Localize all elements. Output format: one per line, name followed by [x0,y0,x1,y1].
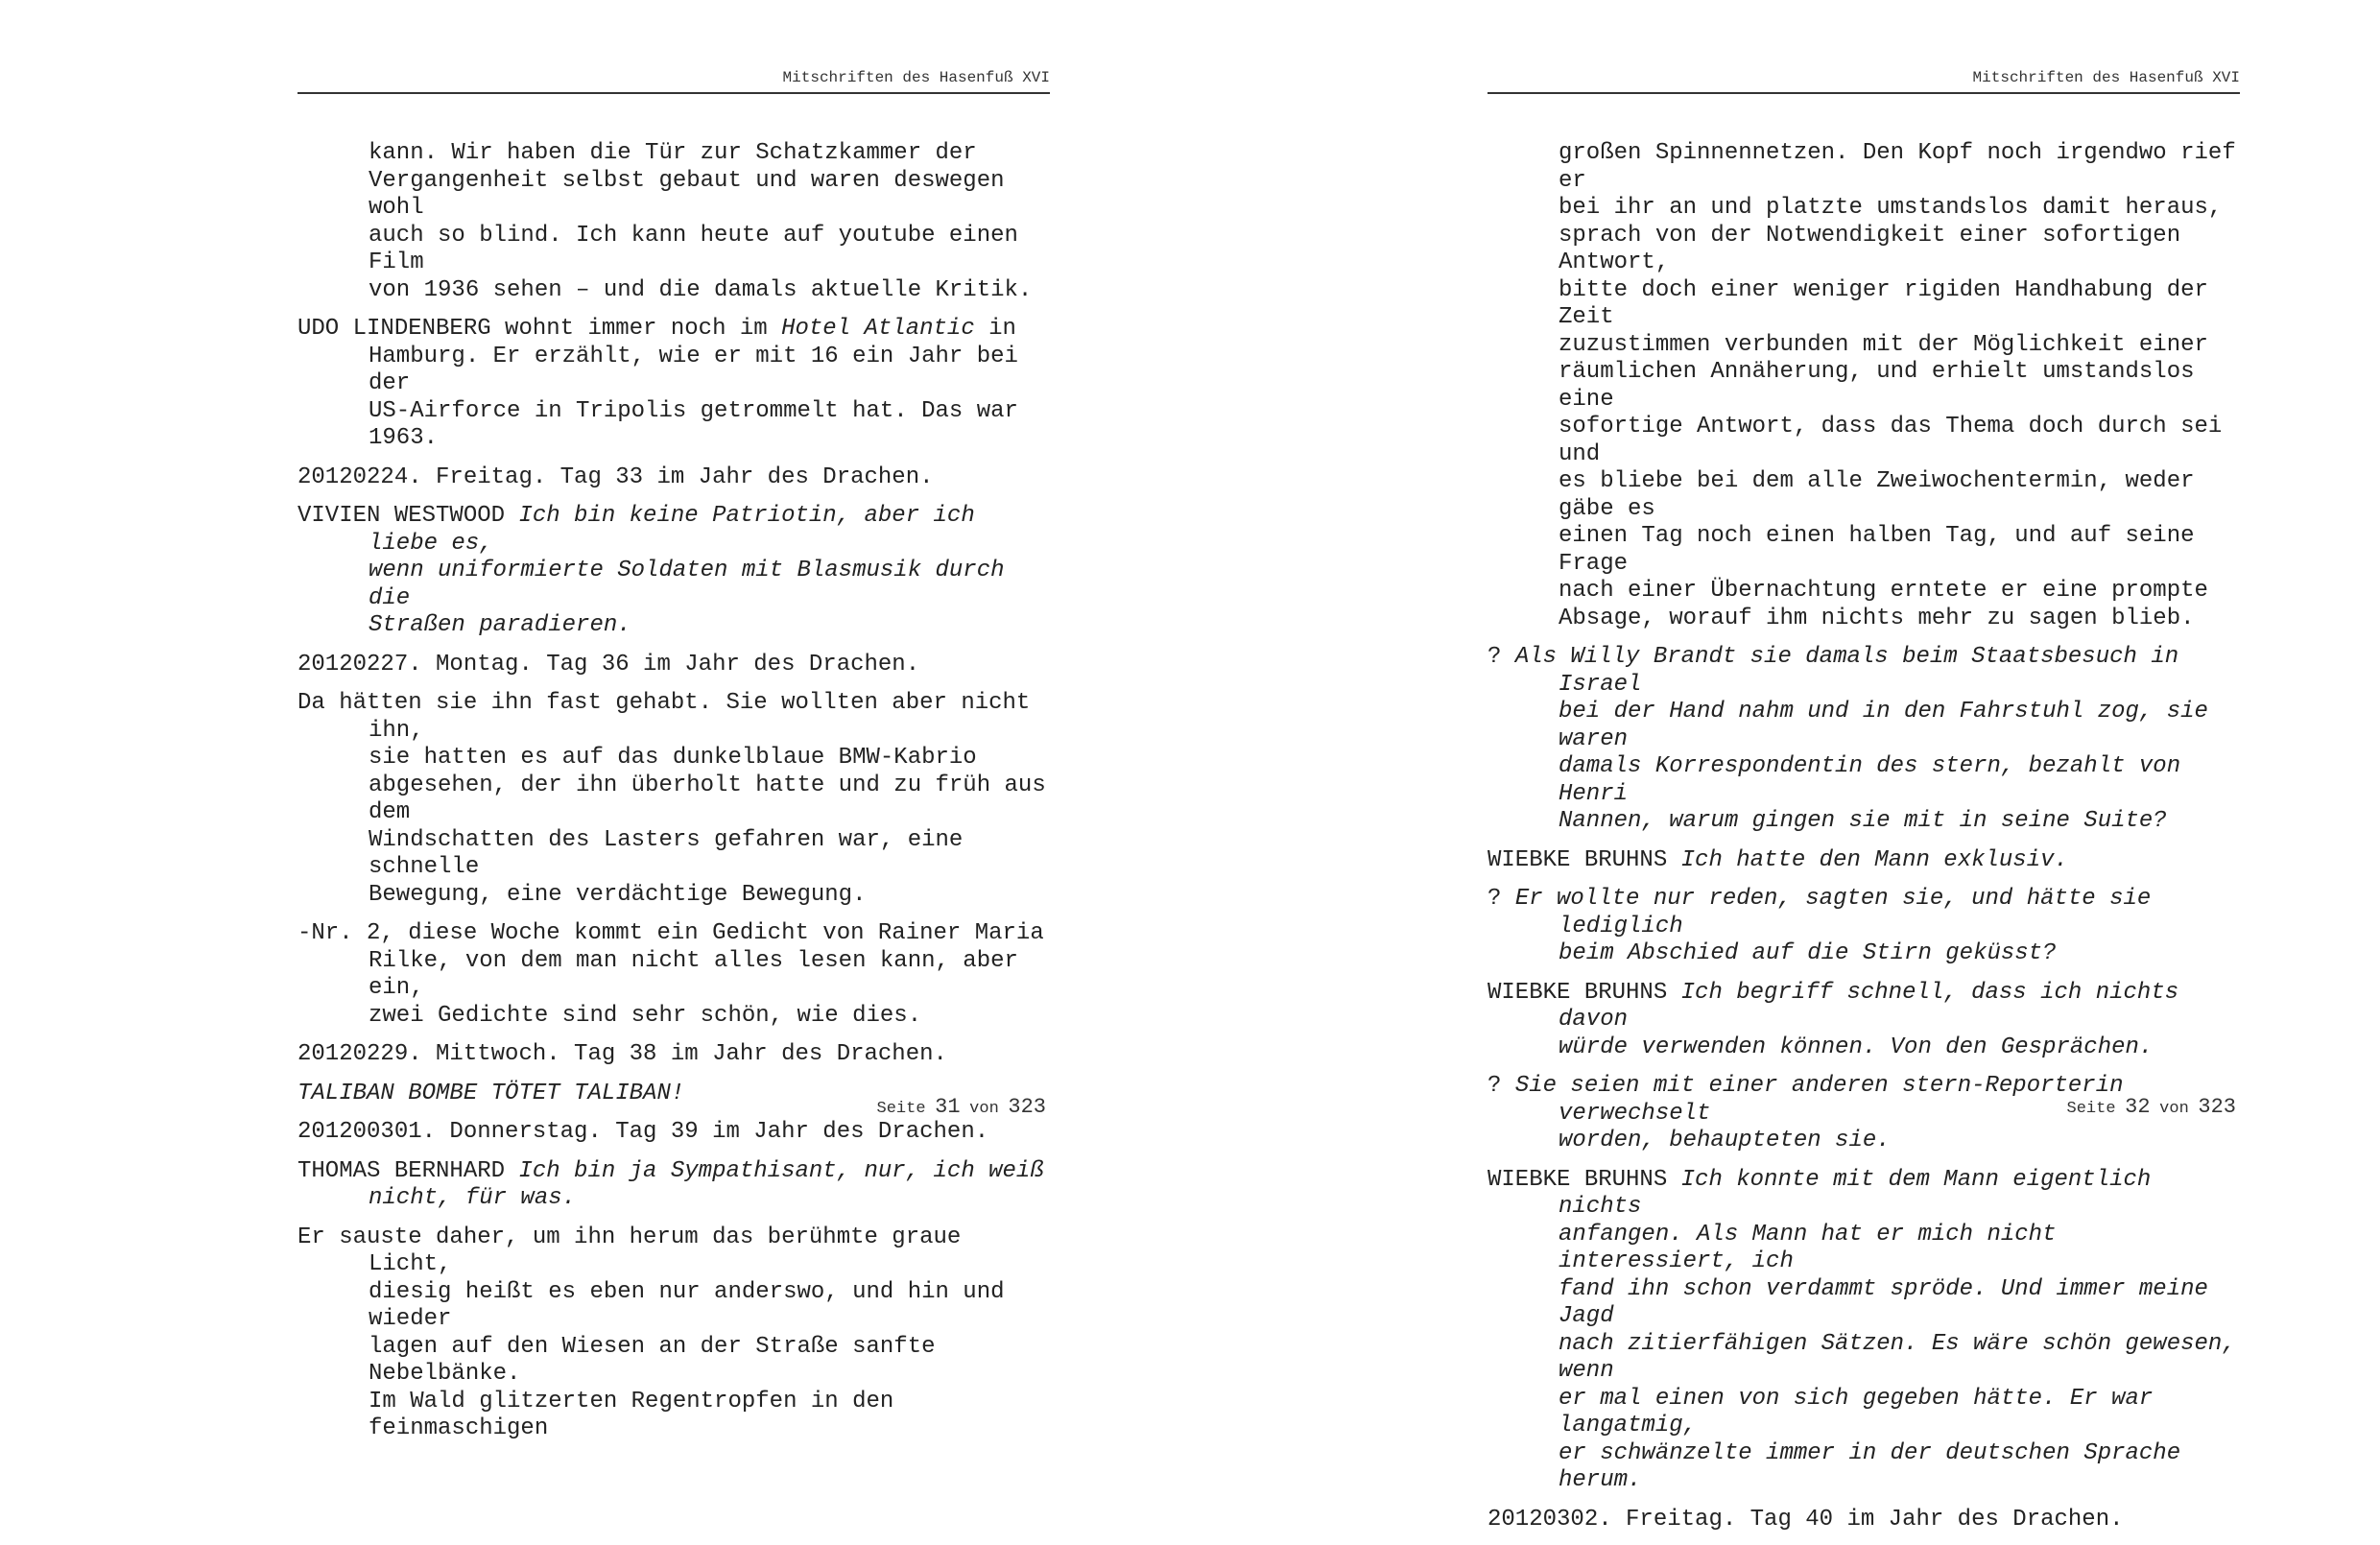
footer-von-label: von [969,1100,999,1118]
paragraph: Da hätten sie ihn fast gehabt. Sie wollten aber nicht ihn, sie hatten es auf das dunkelblaue BMW-Kabrio abgesehen, der ihn überholt hatte und zu früh aus dem Windschatten des Lasters gefahren war, eine schnelle Bewegung, eine verdächtige Bewegung. [298,690,1046,908]
page-footer [1488,1095,2236,1119]
page-number: 32 [2125,1095,2151,1119]
date-entry: 20120302. Freitag. Tag 40 im Jahr des Drachen. [1488,1506,2124,1533]
page-body [298,140,1056,1455]
paragraph: Er sauste daher, um ihn herum das berühmte graue Licht, diesig heißt es eben nur anderswo, und hin und wieder lagen auf den Wiesen an der Straße sanfte Nebelbänke. Im Wald glitzerten Regentropfen in den feinmaschigen [298,1224,1005,1441]
question-paragraph: ? Er wollte nur reden, sagten sie, und hätte sie lediglich beim Abschied auf die Stirn geküsst? [1488,886,2152,966]
paragraph: kann. Wir haben die Tür zur Schatzkammer der Vergangenheit selbst gebaut und waren deswegen wohl auch so blind. Ich kann heute auf youtube einen Film von 1936 sehen – und die damals aktuelle Kritik. [369,140,1033,303]
header-rule [1488,92,2240,94]
quote-paragraph: VIVIEN WESTWOOD Ich bin keine Patriotin, aber ich liebe es, wenn uniformierte Soldaten mit Blasmusik durch die Straßen paradieren. [298,503,1005,638]
running-header: Mitschriften des Hasenfuß XVI [782,69,1050,86]
question-paragraph: ? Als Willy Brandt sie damals beim Staatsbesuch in Israel bei der Hand nahm und in den Fahrstuhl zog, sie waren damals Korrespondentin des stern, bezahlt von Henri Nannen, warum gingen sie mit in seine Suite? [1488,644,2208,834]
answer-paragraph: WIEBKE BRUHNS Ich begriff schnell, dass ich nichts davon würde verwenden können. Von den Gesprächen. [1488,979,2179,1060]
question-paragraph: ? Sie seien mit einer anderen stern-Reporterin verwechselt worden, behaupteten sie. [1488,1073,2124,1153]
left-page [298,0,1065,1441]
date-entry: 20120227. Montag. Tag 36 im Jahr des Drachen. [298,651,920,677]
paragraph: UDO LINDENBERG wohnt immer noch im Hotel Atlantic in Hamburg. Er erzählt, wie er mit 16 ein Jahr bei der US-Airforce in Tripolis getrommelt hat. Das war 1963. [298,316,1018,451]
quote-paragraph: THOMAS BERNHARD Ich bin ja Sympathisant, nur, ich weiß nicht, für was. [298,1157,1044,1211]
date-entry: 20120224. Freitag. Tag 33 im Jahr des Drachen. [298,464,934,490]
footer-seite-label: Seite [2066,1100,2116,1118]
date-entry: 201200301. Donnerstag. Tag 39 im Jahr des Drachen. [298,1119,989,1145]
paragraph: großen Spinnennetzen. Den Kopf noch irgendwo rief er bei ihr an und platzte umstandslos damit heraus, sprach von der Notwendigkeit einer sofortigen Antwort, bitte doch einer weniger rigiden Handhabung der Zeit zuzustimmen verbunden mit der Möglichkeit einer räumlichen Annäherung, und erhielt umstandslos eine sofortige Antwort, dass das Thema doch durch sei und es bliebe bei dem alle Zweiwochentermin, weder gäbe es einen Tag noch einen halben Tag, und auf seine Frage nach einer Übernachtung erntete er eine prompte Absage, worauf ihm nichts mehr zu sagen blieb. [1559,140,2236,631]
paragraph: -Nr. 2, diese Woche kommt ein Gedicht von Rainer Maria Rilke, von dem man nicht alles lesen kann, aber ein, zwei Gedichte sind sehr schön, wie dies. [298,920,1044,1029]
headline-paragraph: TALIBAN BOMBE TÖTET TALIBAN! [298,1080,685,1106]
footer-seite-label: Seite [876,1100,926,1118]
page-total: 323 [2198,1095,2236,1119]
page-footer [298,1095,1046,1119]
running-header: Mitschriften des Hasenfuß XVI [1972,69,2240,86]
header-rule [298,92,1050,94]
answer-paragraph: WIEBKE BRUHNS Ich hatte den Mann exklusiv. [1488,846,2068,873]
answer-paragraph: WIEBKE BRUHNS Ich konnte mit dem Mann eigentlich nichts anfangen. Als Mann hat er mich nicht interessiert, ich fand ihn schon verdammt spröde. Und immer meine Jagd nach zitierfähigen Sätzen. Es wäre schön gewesen, wenn er mal einen von sich gegeben hätte. Er war langatmig, er schwänzelte immer in der deutschen Sprache herum. [1488,1166,2236,1493]
footer-von-label: von [2159,1100,2189,1118]
page-total: 323 [1008,1095,1046,1119]
page-body [1488,140,2246,1545]
page-number: 31 [935,1095,961,1119]
right-page [1488,0,2255,1533]
date-entry: 20120229. Mittwoch. Tag 38 im Jahr des Drachen. [298,1041,947,1067]
